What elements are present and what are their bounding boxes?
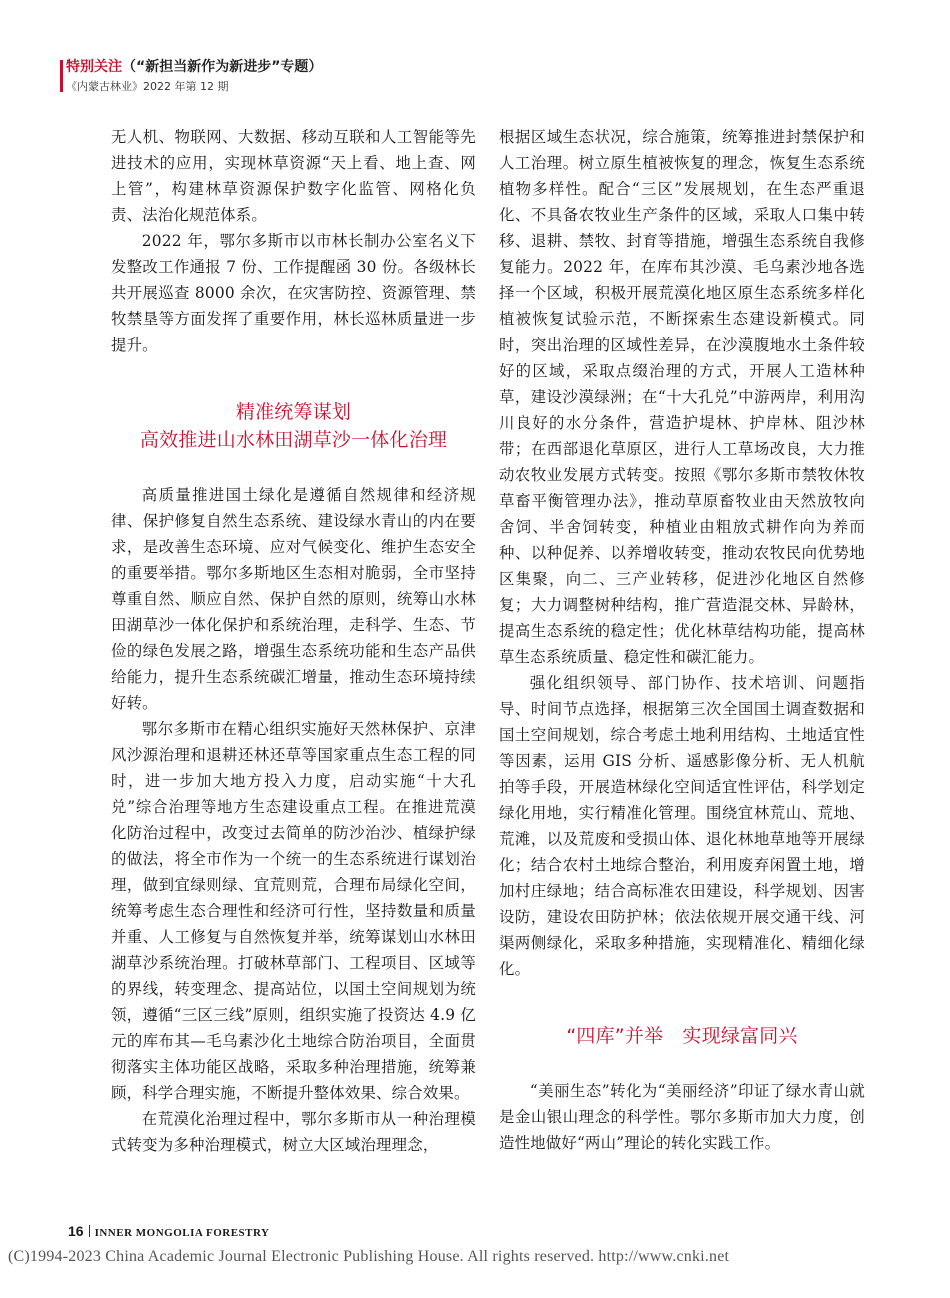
header-accent-bar [60, 60, 63, 92]
left-paragraph-3: 高质量推进国土绿化是遵循自然规律和经济规律、保护修复自然生态系统、建设绿水青山的内在要求，是改善生态环境、应对气候变化、维护生态安全的重要举措。鄂尔多斯地区生态相对脆弱，全市坚持尊重自然、顺应自然、保护自然的原则，统筹山水林田湖草沙一体化保护和系统治理，走科学、生态、节俭的绿色发展之路，增强生态系统功能和生态产品供给能力，提升生态系统碳汇增量，推动生态环境持续好转。 [111, 486, 476, 712]
copyright-notice: (C)1994-2023 China Academic Journal Electronic Publishing House. All rights reserved. http://www.cnki.net [8, 1248, 730, 1265]
section-heading-1 [111, 398, 476, 454]
left-paragraph-4: 鄂尔多斯市在精心组织实施好天然林保护、京津风沙源治理和退耕还林还草等国家重点生态工程的同时，进一步加大地方投入力度，启动实施“十大孔兑”综合治理等地方生态建设重点工程。在推进荒漠化防治过程中，改变过去简单的防沙治沙、植绿护绿的做法，将全市作为一个统一的生态系统进行谋划治理，做到宜绿则绿、宜荒则荒，合理布局绿化空间，统筹考虑生态合理性和经济可行性，坚持数量和质量并重、人工修复与自然恢复并举，统筹谋划山水林田湖草沙系统治理。打破林草部门、工程项目、区域等的界线，转变理念、提高站位，以国土空间规划为统领，遵循“三区三线”原则，组织实施了投资达 4.9 亿元的库布其—毛乌素沙化土地综合防治项目，全面贯彻落实主体功能区战略，采取多种治理措施，统筹兼顾，科学合理实施，不断提升整体效果、综合效果。 [111, 720, 476, 1102]
section-label: 特别关注 [66, 59, 122, 75]
journal-name: INNER MONGOLIA FORESTRY [94, 1227, 270, 1239]
section-heading-2-line: “四库”并举 实现绿富同兴 [566, 1025, 798, 1047]
page-number: 16 [68, 1223, 84, 1239]
right-column [499, 124, 865, 1156]
right-paragraph-3: “美丽生态”转化为“美丽经济”印证了绿水青山就是金山银山理念的科学性。鄂尔多斯市加大力度，创造性地做好“两山”理论的转化实践工作。 [499, 1082, 865, 1152]
section-heading-1-line2: 高效推进山水林田湖草沙一体化治理 [139, 429, 448, 451]
issue-label: 《内蒙古林业》2022 年第 12 期 [66, 80, 229, 93]
right-paragraph-1: 根据区域生态状况，综合施策，统筹推进封禁保护和人工治理。树立原生植被恢复的理念，恢复生态系统植物多样性。配合“三区”发展规划，在生态严重退化、不具备农牧业生产条件的区域，采取人口集中转移、退耕、禁牧、封育等措施，增强生态系统自我修复能力。2022 年，在库布其沙漠、毛乌素沙地各选择一个区域，积极开展荒漠化地区原生态系统多样化植被恢复试验示范，不断探索生态建设新模式。同时，突出治理的区域性差异，在沙漠腹地水土条件较好的区域，采取点缀治理的方式，开展人工造林种草，建设沙漠绿洲；在“十大孔兑”中游两岸，利用沟川良好的水分条件，营造护堤林、护岸林、阻沙林带；在西部退化草原区，进行人工草场改良，大力推动农牧业发展方式转变。按照《鄂尔多斯市禁牧休牧草畜平衡管理办法》，推动草原畜牧业由天然放牧向舍饲、半舍饲转变，种植业由粗放式耕作向为养而种、以种促养、以养增收转变，推动农牧民向优势地区集聚，向二、三产业转移，促进沙化地区自然修复；大力调整树种结构，推广营造混交林、异龄林，提高生态系统的稳定性；优化林草结构功能，提高林草生态系统质量、稳定性和碳汇能力。 [499, 128, 865, 666]
footer-divider [89, 1225, 90, 1237]
left-paragraph-5: 在荒漠化治理过程中，鄂尔多斯市从一种治理模式转变为多种治理模式，树立大区域治理理念， [111, 1110, 476, 1154]
page-footer [68, 1223, 270, 1241]
left-paragraph-2: 2022 年，鄂尔多斯市以市林长制办公室名义下发整改工作通报 7 份、工作提醒函 30 份。各级林长共开展巡查 8000 余次，在灾害防控、资源管理、禁牧禁垦等方面发挥了重要作用，林长巡林质量进一步提升。 [111, 232, 476, 354]
header-title [66, 58, 322, 76]
page-header [66, 58, 322, 94]
left-column [111, 124, 476, 1158]
right-paragraph-2: 强化组织领导、部门协作、技术培训、问题指导、时间节点选择，根据第三次全国国土调查数据和国土空间规划，综合考虑土地利用结构、土地适宜性等因素，运用 GIS 分析、遥感影像分析、无人机航拍等手段，开展造林绿化空间适宜性评估，科学划定绿化用地，实行精准化管理。围绕宜林荒山、荒地、荒滩，以及荒废和受损山体、退化林地草地等开展绿化；结合农村土地综合整治，利用废弃闲置土地，增加村庄绿地；结合高标准农田建设，科学规划、因害设防，建设农田防护林；依法依规开展交通干线、河渠两侧绿化，采取多种措施，实现精准化、精细化绿化。 [499, 674, 865, 978]
section-heading-2 [499, 1022, 865, 1050]
topic-label: （“新担当新作为新进步”专题） [122, 59, 323, 75]
left-paragraph-1: 无人机、物联网、大数据、移动互联和人工智能等先进技术的应用，实现林草资源“天上看、地上查、网上管”，构建林草资源保护数字化监管、网格化负责、法治化规范体系。 [111, 128, 476, 224]
section-heading-1-line1: 精准统筹谋划 [235, 401, 352, 423]
